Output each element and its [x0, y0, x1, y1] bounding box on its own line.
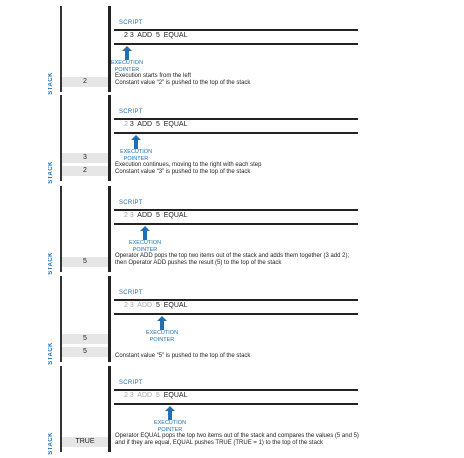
script-top-rule: [114, 29, 358, 31]
execution-pointer-label-line2: POINTER: [114, 66, 140, 73]
script-bottom-rule: [114, 223, 358, 225]
stack-label: STACK: [48, 252, 54, 275]
script-token: ADD: [137, 121, 153, 128]
execution-pointer-label: [125, 240, 165, 253]
script-token: 5: [155, 212, 160, 219]
step-panel: [0, 6, 464, 95]
script-bottom-rule: [114, 132, 358, 134]
execution-pointer-label-line2: POINTER: [149, 336, 175, 343]
stack-label: STACK: [48, 342, 54, 365]
execution-pointer-label-line2: POINTER: [132, 246, 158, 253]
script-token: ADD: [137, 212, 153, 219]
script-label: SCRIPT: [119, 290, 143, 296]
script-token: EQUAL: [163, 121, 188, 128]
caption-line: Operator EQUAL pops the top two items out of the stack and compares the values (5 and 5): [115, 433, 359, 439]
stack-item: 2: [62, 77, 108, 87]
execution-pointer-label: [142, 330, 182, 343]
stack-item: TRUE: [62, 437, 108, 447]
panel-separator: [108, 6, 111, 92]
caption-line: Operator ADD pops the top two items out of the stack and adds them together (3 add 2);: [115, 253, 350, 259]
step-panel: [0, 276, 464, 365]
stack-label: STACK: [48, 72, 54, 95]
script-tokens: [124, 302, 187, 309]
execution-pointer-label-line1: EXECUTION: [110, 60, 144, 66]
script-token: 2: [124, 212, 128, 219]
script-token: 5: [155, 121, 160, 128]
caption-line: Execution continues, moving to the right with each step: [115, 162, 262, 168]
execution-pointer-arrow-icon: [122, 46, 132, 60]
stack-item: 3: [62, 153, 108, 163]
script-label: SCRIPT: [119, 20, 143, 26]
step-caption: [115, 433, 365, 447]
caption-line: and if they are equal, EQUAL pushes TRUE (TRUE = 1) to the top of the stack: [115, 440, 323, 446]
script-top-rule: [114, 209, 358, 211]
stack-item: 2: [62, 166, 108, 176]
execution-pointer-label: [150, 420, 190, 433]
script-token: 5: [155, 392, 160, 399]
arrow-shape: [165, 406, 175, 420]
execution-pointer-label-line1: EXECUTION: [119, 149, 153, 155]
caption-line: Constant value “2” is pushed to the top of the stack: [115, 80, 251, 86]
execution-pointer-arrow-icon: [140, 226, 150, 240]
script-token: EQUAL: [163, 302, 188, 309]
execution-pointer-arrow-icon: [165, 406, 175, 420]
script-token: 5: [155, 32, 160, 39]
execution-pointer-label-line1: EXECUTION: [145, 330, 179, 336]
script-bottom-rule: [114, 43, 358, 45]
script-top-rule: [114, 389, 358, 391]
script-token: 2: [124, 392, 128, 399]
step-caption: [115, 162, 365, 176]
script-token: 3: [129, 392, 134, 399]
execution-pointer-label: [107, 60, 147, 73]
script-top-rule: [114, 118, 358, 120]
caption-line: Execution starts from the left: [115, 73, 192, 79]
script-token: 2: [124, 302, 128, 309]
panel-separator: [108, 276, 111, 362]
execution-pointer-label: [116, 149, 156, 162]
arrow-shape: [122, 46, 132, 60]
step-caption: [115, 253, 365, 267]
step-caption: [115, 73, 365, 87]
execution-pointer-label-line1: EXECUTION: [128, 240, 162, 246]
arrow-shape: [140, 226, 150, 240]
script-label: SCRIPT: [119, 109, 143, 115]
arrow-shape: [131, 135, 141, 149]
caption-line: then Operator ADD pushes the result (5) to the top of the stack: [115, 260, 282, 266]
script-token: ADD: [137, 392, 153, 399]
panel-separator: [108, 95, 111, 181]
script-bottom-rule: [114, 313, 358, 315]
script-tokens: [124, 212, 187, 219]
execution-pointer-arrow-icon: [157, 316, 167, 330]
stack-label: STACK: [48, 432, 54, 455]
arrow-shape: [157, 316, 167, 330]
script-tokens: [124, 392, 187, 399]
script-bottom-rule: [114, 403, 358, 405]
caption-line: Constant value “3” is pushed to the top of the stack: [115, 169, 251, 175]
script-token: 5: [155, 302, 160, 309]
execution-pointer-arrow-icon: [131, 135, 141, 149]
script-token: ADD: [137, 32, 153, 39]
stack-label: STACK: [48, 161, 54, 184]
script-token: 2: [124, 121, 128, 128]
script-token: 3: [129, 32, 134, 39]
stack-item: 5: [62, 257, 108, 267]
step-panel: [0, 95, 464, 184]
execution-pointer-label-line2: POINTER: [157, 426, 183, 433]
script-token: EQUAL: [163, 392, 188, 399]
step-caption: [115, 353, 365, 360]
stack-item: 5: [62, 347, 108, 357]
execution-pointer-label-line2: POINTER: [123, 155, 149, 162]
script-token: 2: [124, 32, 128, 39]
panel-separator: [108, 366, 111, 452]
script-token: 3: [129, 121, 134, 128]
script-token: ADD: [137, 302, 153, 309]
script-token: EQUAL: [163, 212, 188, 219]
script-token: 3: [129, 212, 134, 219]
script-label: SCRIPT: [119, 200, 143, 206]
script-tokens: [124, 32, 187, 39]
script-token: EQUAL: [163, 32, 188, 39]
execution-pointer-label-line1: EXECUTION: [153, 420, 187, 426]
caption-line: Constant value “5” is pushed to the top of the stack: [115, 353, 251, 359]
step-panel: [0, 366, 464, 455]
script-token: 3: [129, 302, 134, 309]
step-panel: [0, 186, 464, 275]
script-tokens: [124, 121, 187, 128]
script-label: SCRIPT: [119, 380, 143, 386]
panel-separator: [108, 186, 111, 272]
stack-item: 5: [62, 334, 108, 344]
script-top-rule: [114, 299, 358, 301]
